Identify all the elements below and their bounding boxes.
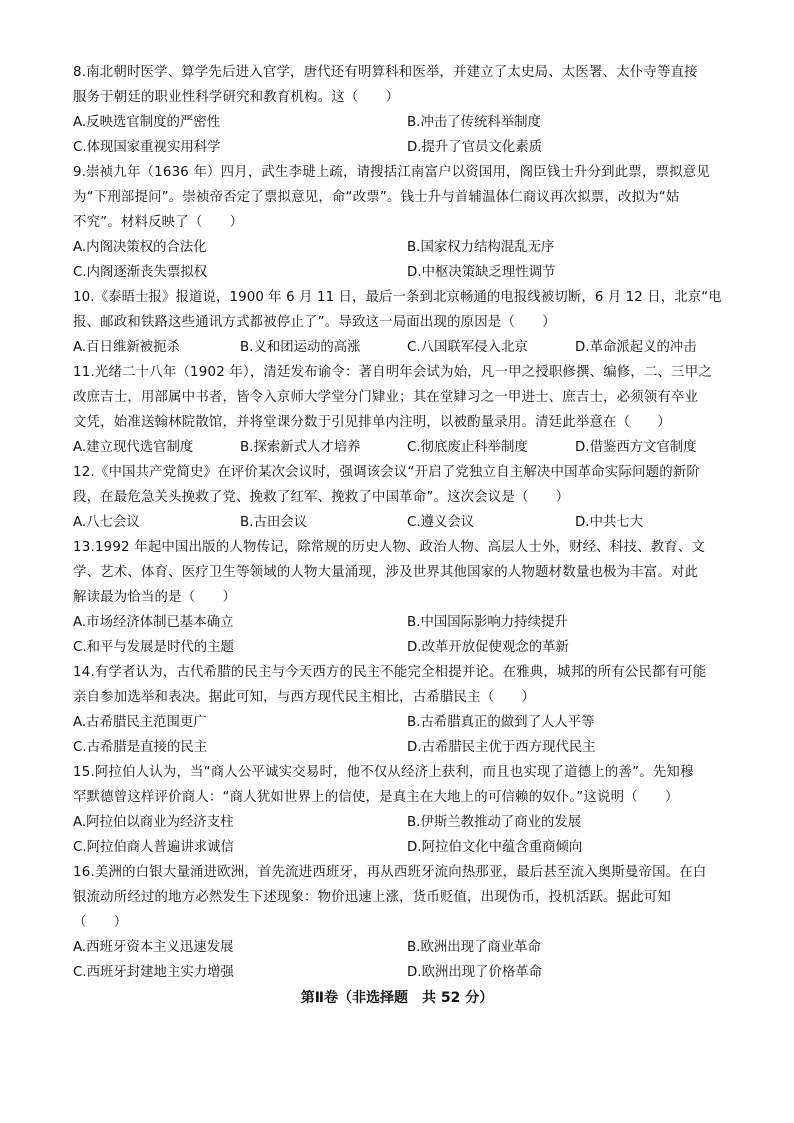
question-11-option-a: A.建立现代选官制度 (73, 440, 194, 455)
question-12-stem-line-2: 段，在最危急关头挽救了党、挽救了红军、挽救了中国革命”。这次会议是（ ） (73, 490, 570, 505)
question-16-stem-line-2: 银流动所经过的地方必然发生下述现象：物价迅速上涨，货币贬值，出现伪币，投机活跃。据此可知 (73, 890, 671, 905)
question-11-option-c: C.彻底废止科举制度 (407, 440, 528, 455)
question-8-stem-line-2: 服务于朝廷的职业性科学研究和教育机构。这（ ） (73, 90, 400, 105)
question-16-option-a: A.西班牙资本主义迅速发展 (73, 940, 234, 955)
question-14-stem-line-2: 亲自参加选举和表决。据此可知，与西方现代民主相比，古希腊民主（ ） (73, 690, 536, 705)
question-13-stem-line-3: 解读最为恰当的是（ ） (73, 590, 237, 605)
question-9-stem-line-3: 不究”。材料反映了（ ） (73, 215, 244, 230)
question-15-stem-line-1: 15.阿拉伯人认为，当“商人公平诚实交易时，他不仅从经济上获利，而且也实现了道德上的善”。先知穆 (73, 765, 694, 780)
question-9-option-a: A.内阁决策权的合法化 (73, 240, 207, 255)
question-10-option-c: C.八国联军侵入北京 (407, 340, 528, 355)
question-10-option-d: D.革命派起义的冲击 (575, 340, 697, 355)
question-14-option-a: A.古希腊民主范围更广 (73, 715, 207, 730)
question-13-option-c: C.和平与发展是时代的主题 (73, 640, 234, 655)
question-11-option-b: B.探索新式人才培养 (240, 440, 361, 455)
question-14-option-b: B.古希腊真正的做到了人人平等 (407, 715, 595, 730)
question-15-stem-line-2: 罕默德曾这样评价商人：“商人犹如世界上的信使，是真主在大地上的可信赖的奴仆。”这说明（ ） (73, 790, 679, 805)
question-10-stem-line-1: 10.《泰晤士报》报道说，1900 年 6 月 11 日，最后一条到北京畅通的电报线被切断，6 月 12 日，北京“电 (73, 290, 722, 305)
question-9-stem-line-1: 9.崇祯九年（1636 年）四月，武生李琎上疏，请搜括江南富户以资国用，阁臣钱士升分到此票，票拟意见 (73, 165, 710, 180)
question-14-stem-line-1: 14.有学者认为，古代希腊的民主与今天西方的民主不能完全相提并论。在雅典，城邦的所有公民都有可能 (73, 665, 707, 680)
question-15-option-a: A.阿拉伯以商业为经济支柱 (73, 815, 234, 830)
question-12-stem-line-1: 12.《中国共产党简史》在评价某次会议时，强调该会议“开启了党独立自主解决中国革命实际问题的新阶 (73, 465, 701, 480)
section-heading: 第Ⅱ卷（非选择题 共 52 分） (300, 990, 494, 1006)
question-16-option-c: C.西班牙封建地主实力增强 (73, 965, 234, 980)
question-9-option-b: B.国家权力结构混乱无序 (407, 240, 555, 255)
question-8-option-d: D.提升了官员文化素质 (407, 140, 543, 155)
question-13-stem-line-1: 13.1992 年起中国出版的人物传记，除常规的历史人物、政治人物、高层人士外，财经、科技、教育、文 (73, 540, 706, 555)
question-16-option-d: D.欧洲出现了价格革命 (407, 965, 543, 980)
question-14-option-d: D.古希腊民主优于西方现代民主 (407, 740, 596, 755)
question-9-option-c: C.内阁逐渐丧失票拟权 (73, 265, 208, 280)
question-8-stem-line-1: 8.南北朝时医学、算学先后进入官学，唐代还有明算科和医举，并建立了太史局、太医署、太仆寺等直接 (73, 65, 698, 80)
question-13-stem-line-2: 学、艺术、体育、医疗卫生等领域的人物大量涌现，涉及世界其他国家的人物题材数量也极为丰富。对此 (73, 565, 699, 580)
question-9-option-d: D.中枢决策缺乏理性调节 (407, 265, 556, 280)
question-8-option-c: C.体现国家重视实用科学 (73, 140, 221, 155)
question-11-stem-line-3: 文凭，始准送翰林院散馆，并将堂课分数于引见排单内注明，以被酌量录用。清廷此举意在（ ） (73, 415, 671, 430)
question-16-option-b: B.欧洲出现了商业革命 (407, 940, 541, 955)
question-12-option-d: D.中共七大 (575, 515, 644, 530)
question-11-stem-line-2: 改庶吉士，用部属中书者，皆令入京师大学堂分门肄业；其在堂肄习之一甲进士、庶吉士，必须领有卒业 (73, 390, 699, 405)
question-10-option-b: B.义和团运动的高涨 (240, 340, 361, 355)
question-16-stem-line-3: （ ） (73, 915, 128, 930)
question-8-option-a: A.反映选官制度的严密性 (73, 115, 221, 130)
question-12-option-a: A.八七会议 (73, 515, 140, 530)
question-13-option-d: D.改革开放促使观念的革新 (407, 640, 569, 655)
question-10-stem-line-2: 报、邮政和铁路这些通讯方式都被停止了”。导致这一局面出现的原因是（ ） (73, 315, 556, 330)
question-13-option-b: B.中国国际影响力持续提升 (407, 615, 568, 630)
question-15-option-d: D.阿拉伯文化中蕴含重商倾向 (407, 840, 583, 855)
question-8-option-b: B.冲击了传统科举制度 (407, 115, 541, 130)
question-9-stem-line-2: 为“下刑部提问”。崇祯帝否定了票拟意见，命“改票”。钱士升与首辅温体仁商议再次拟票，改拟为“姑 (73, 190, 680, 205)
question-10-option-a: A.百日维新被扼杀 (73, 340, 180, 355)
question-11-option-d: D.借鉴西方文官制度 (575, 440, 697, 455)
question-16-stem-line-1: 16.美洲的白银大量涌进欧洲，首先流进西班牙，再从西班牙流向热那亚，最后甚至流入奥斯曼帝国。在白 (73, 865, 707, 880)
question-11-stem-line-1: 11.光绪二十八年（1902 年），清廷发布谕令：著自明年会试为始，凡一甲之授职修撰、编修，二、三甲之 (73, 365, 712, 380)
question-14-option-c: C.古希腊是直接的民主 (73, 740, 208, 755)
question-12-option-b: B.古田会议 (240, 515, 308, 530)
question-13-option-a: A.市场经济体制已基本确立 (73, 615, 234, 630)
question-15-option-c: C.阿拉伯商人普遍讲求诚信 (73, 840, 234, 855)
question-12-option-c: C.遵义会议 (407, 515, 475, 530)
question-15-option-b: B.伊斯兰教推动了商业的发展 (407, 815, 582, 830)
